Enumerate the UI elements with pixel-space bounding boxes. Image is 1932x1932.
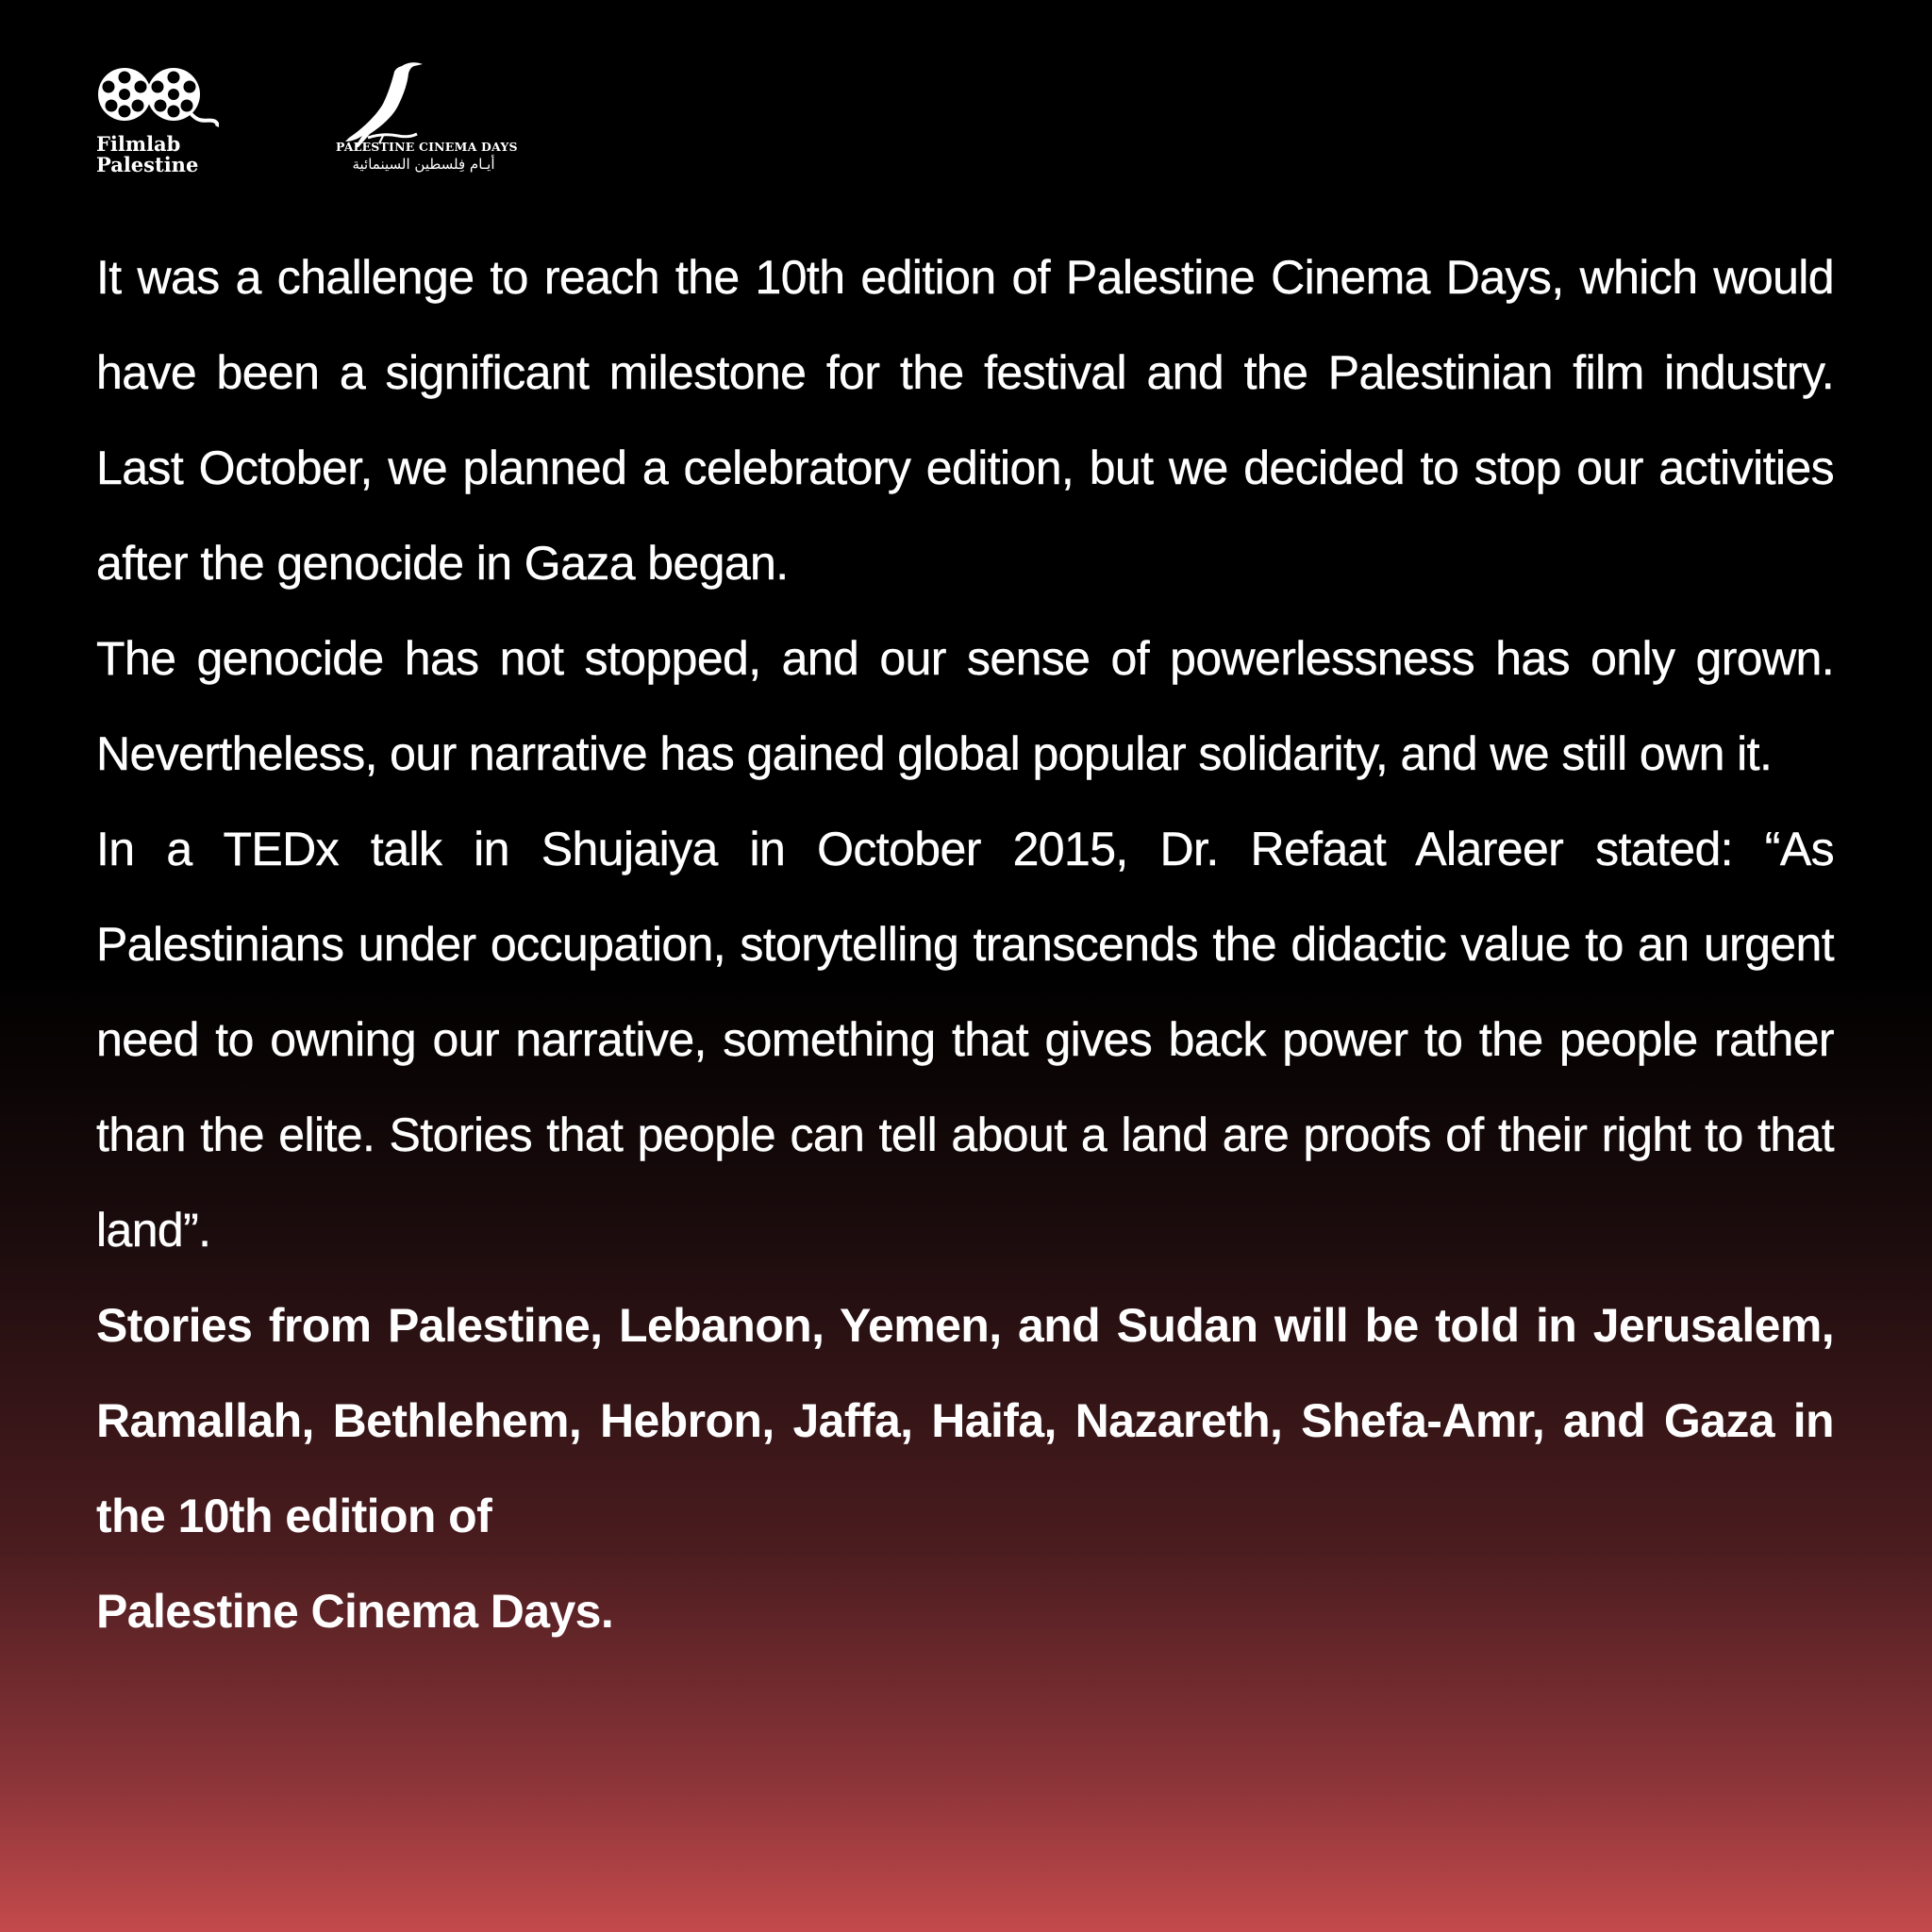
logo-group xyxy=(96,58,518,186)
festival-name-closing: Palestine Cinema Days. xyxy=(96,1585,614,1638)
sunbird-icon xyxy=(238,58,436,153)
palestine-cinema-days-logo xyxy=(238,58,518,186)
statement-paragraph: The genocide has not stopped, and our sense of powerlessness has only grown. Nevertheless, our narrative has gained global popular solidarity, and we still own it. xyxy=(96,632,1834,780)
statement-text xyxy=(96,230,1834,1659)
filmlab-line1: Filmlab xyxy=(96,132,181,156)
statement-paragraph: In a TEDx talk in Shujaiya in October 2015, Dr. Refaat Alareer stated: “As Palestinians under occupation, storytelling transcends the didactic value to an urgent need to owning our narrative, something that gives back power to the people rather than the elite. Stories that people can tell about a land are proofs of their right to that land”. xyxy=(96,823,1834,1257)
filmlab-wordmark xyxy=(96,134,198,175)
statement-paragraph: It was a challenge to reach the 10th edition of Palestine Cinema Days, which would have been a significant milestone for the festival and the Palestinian film industry. Last October, we planned a celebratory edition, but we decided to stop our activities after the genocide in Gaza began. xyxy=(96,251,1834,590)
filmlab-palestine-logo xyxy=(96,58,219,181)
filmlab-line2: Palestine xyxy=(96,153,199,176)
statement-paragraph-bold: Stories from Palestine, Lebanon, Yemen, and Sudan will be told in Jerusalem, Ramallah, Bethlehem, Hebron, Jaffa, Haifa, Nazareth, Shefa-Amr, and Gaza in the 10th edition of xyxy=(96,1299,1834,1542)
pcd-english-name: PALESTINE CINEMA DAYS xyxy=(336,140,518,154)
pcd-arabic-name: أيـام فِلسطين السينمائية xyxy=(352,156,495,173)
film-reel-icon xyxy=(96,58,219,134)
